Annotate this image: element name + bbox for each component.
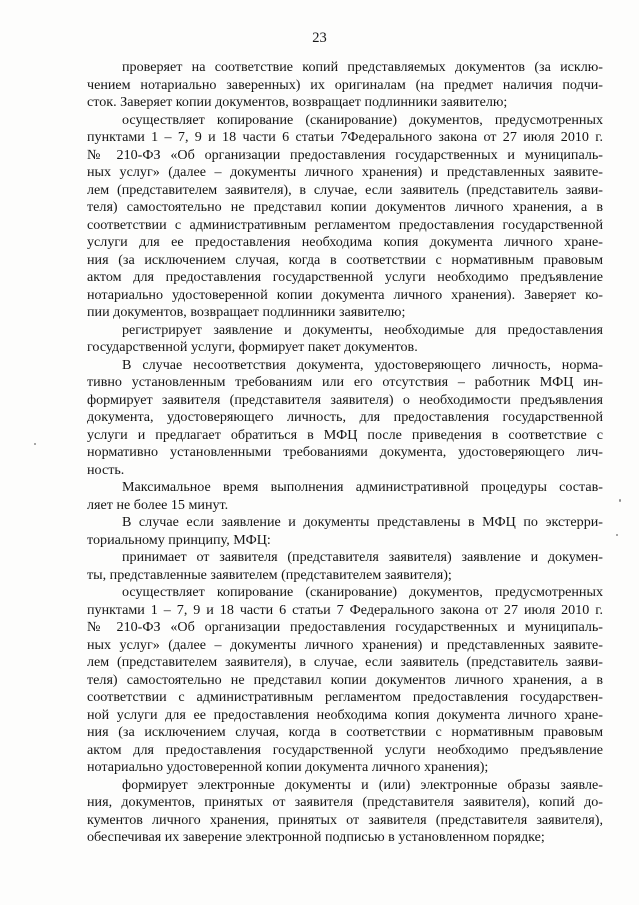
text-line: документа, удостоверяющего личность, для предоставления государственной (87, 409, 603, 425)
text-line: ной услуги для ее предоставления необходима копия документа личного хране- (87, 707, 603, 723)
text-line: ных услуг» (далее – документы личного хранения) и представленных заявите- (87, 164, 603, 180)
text-line: формирует электронные документы и (или) электронные образы заявле- (122, 777, 603, 793)
text-line: актом для предоставления государственной услуги необходимо предъявление (87, 269, 603, 285)
text-line: В случае несоответствия документа, удостоверяющего личность, норма- (122, 357, 603, 373)
text-line: соответствии с административным регламентом предоставления государствен- (87, 689, 603, 705)
text-line: сток. Заверяет копии документов, возвращает подлинники заявителю; (87, 94, 508, 110)
scan-speck (619, 499, 621, 502)
text-line: № 210-ФЗ «Об организации предоставления государственных и муниципаль- (87, 619, 603, 635)
text-line: ния (за исключением случая, когда в соответствии с нормативным правовым (87, 252, 603, 268)
text-line: пунктами 1 – 7, 9 и 18 части 6 статьи 7 Федерального закона от 27 июля 2010 г. (87, 602, 603, 618)
page-number: 23 (312, 30, 327, 46)
text-line: регистрирует заявление и документы, необходимые для предоставления (122, 322, 603, 338)
text-line: осуществляет копирование (сканирование) документов, предусмотренных (122, 584, 603, 600)
text-line: Максимальное время выполнения административной процедуры состав- (122, 479, 603, 495)
text-line: теля) самостоятельно не представил копии документов личного хранения, а в (87, 199, 603, 215)
text-line: услуги и предлагает обратиться в МФЦ после приведения в соответствие с (87, 427, 603, 443)
text-line: лем (представителем заявителя), в случае, если заявитель (представитель заяви- (87, 654, 603, 670)
text-line: теля) самостоятельно не представил копии документов личного хранения, а в (87, 672, 603, 688)
text-line: В случае если заявление и документы представлены в МФЦ по экстерри- (122, 514, 603, 530)
text-line: обеспечивая их заверение электронной подписью в установленном порядке; (87, 829, 545, 845)
text-line: пунктами 1 – 7, 9 и 18 части 6 статьи 7Федерального закона от 27 июля 2010 г. (87, 129, 603, 145)
text-line: нормативно установленными требованиями документа, удостоверяющего лич- (87, 444, 603, 460)
text-line: соответствии с административным регламентом предоставления государственной (87, 217, 603, 233)
text-line: пии документов, возвращает подлинники заявителю; (87, 304, 406, 320)
text-line: проверяет на соответствие копий представляемых документов (за исклю- (122, 59, 603, 75)
text-line: ториальному принципу, МФЦ: (87, 532, 271, 548)
text-line: ния, документов, принятых от заявителя (представителя заявителя), копий до- (87, 794, 603, 810)
text-line: ты, представленные заявителем (представителем заявителя); (87, 567, 452, 583)
text-line: кументов личного хранения, принятых от заявителя (представителя заявителя), (87, 812, 603, 828)
text-line: формирует заявителя (представителя заявителя) о необходимости предъявления (87, 392, 603, 408)
text-line: нотариально удостоверенной копии документа личного хранения); (87, 759, 489, 775)
text-line: нотариально удостоверенной копии документа личного хранения). Заверяет ко- (87, 287, 603, 303)
text-line: лем (представителем заявителя), в случае, если заявитель (представитель заяви- (87, 182, 603, 198)
text-line: государственной услуги, формирует пакет документов. (87, 339, 418, 355)
text-line: принимает от заявителя (представителя заявителя) заявление и докумен- (122, 549, 603, 565)
text-line: тивно установленным требованиям или его отсутствия – работник МФЦ ин- (87, 374, 603, 390)
text-line: чением нотариально заверенных) их оригиналам (на предмет наличия подчи- (87, 77, 603, 93)
text-line: актом для предоставления государственной услуги необходимо предъявление (87, 742, 603, 758)
text-line: ляет не более 15 минут. (87, 497, 229, 513)
text-line: услуги для ее предоставления необходима копия документа личного хране- (87, 234, 603, 250)
scan-speck (616, 534, 618, 536)
text-line: № 210-ФЗ «Об организации предоставления государственных и муниципаль- (87, 147, 603, 163)
text-line: ность. (87, 462, 125, 478)
scan-speck (34, 443, 36, 445)
text-line: осуществляет копирование (сканирование) документов, предусмотренных (122, 112, 603, 128)
text-line: ния (за исключением случая, когда в соответствии с нормативным правовым (87, 724, 603, 740)
text-line: ных услуг» (далее – документы личного хранения) и представленных заявите- (87, 637, 603, 653)
